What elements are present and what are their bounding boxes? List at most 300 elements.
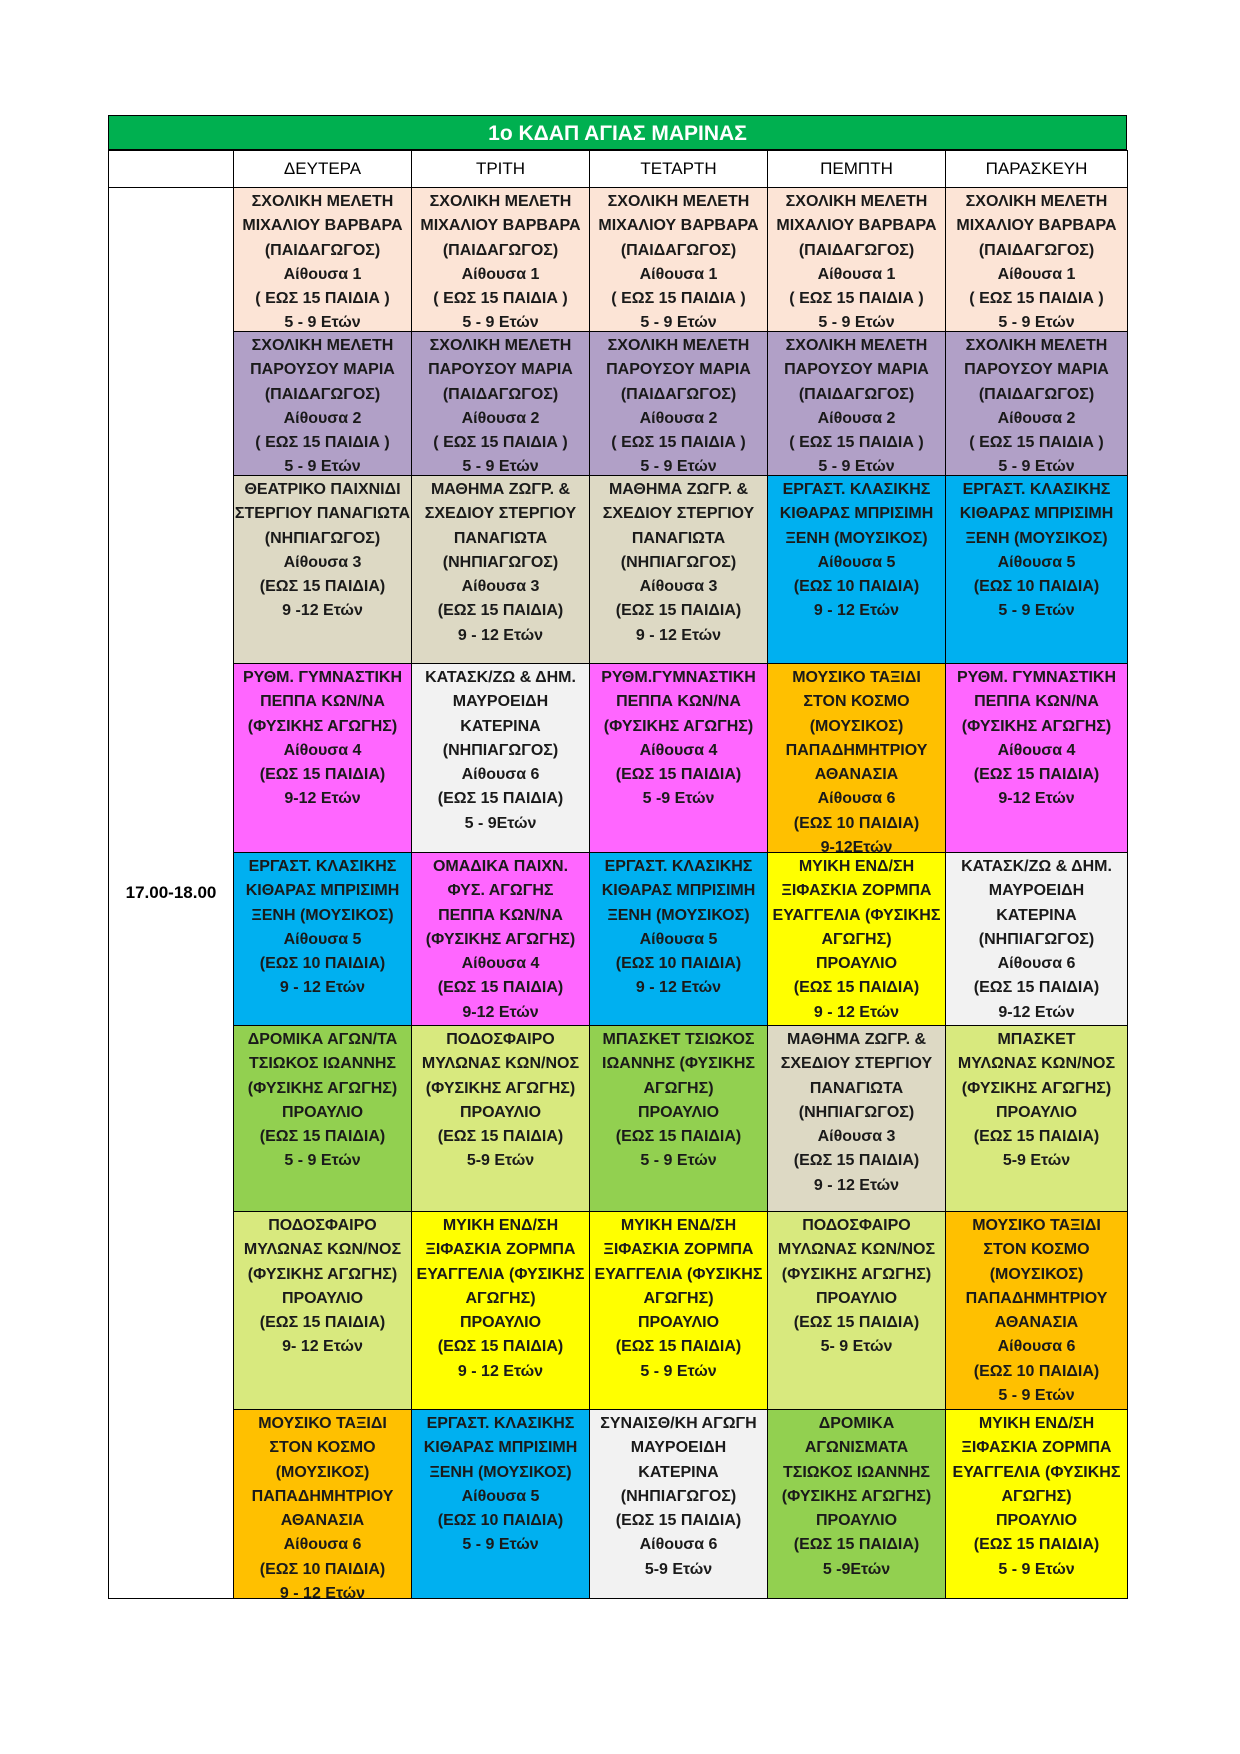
activity-text [946, 1212, 1127, 1409]
activity-line: ΜΟΥΣΙΚΟ ΤΑΞΙΔΙ [258, 1415, 387, 1432]
activity-line: 5 -9 Ετών [642, 790, 715, 808]
activity-line: ΜΙΧΑΛΙΟΥ ΒΑΡΒΑΡΑ [956, 217, 1117, 235]
activity-line: 5 - 9 Ετών [998, 1387, 1075, 1405]
activity-line: ΑΓΩΓΗΣ) [643, 1289, 714, 1307]
activity-line: (ΠΑΙΔΑΓΩΓΟΣ) [978, 241, 1095, 259]
activity-line: Αίθουσα 3 [817, 1128, 896, 1146]
activity-line: ΚΙΘΑΡΑΣ ΜΠΡΙΣΙΜΗ [779, 505, 934, 523]
activity-line: ΣΧΟΛΙΚΗ ΜΕΛΕΤΗ [785, 337, 928, 354]
activity-line: (ΦΥΣΙΚΗΣ ΑΓΩΓΗΣ) [961, 717, 1112, 735]
activity-line: ΕΡΓΑΣΤ. ΚΛΑΣΙΚΗΣ [782, 481, 931, 498]
activity-line: ΠΑΡΟΥΣΟΥ ΜΑΡΙΑ [964, 361, 1109, 379]
activity-line: ΠΕΠΠΑ ΚΩΝ/ΝΑ [260, 693, 385, 711]
activity-line: 5 - 9 Ετών [998, 602, 1075, 620]
activity-line: 9 - 12 Ετών [635, 626, 722, 644]
activity-line: ΞΙΦΑΣΚΙΑ ΖΟΡΜΠΑ [961, 1439, 1112, 1457]
activity-line: Αίθουσα 4 [639, 741, 718, 759]
activity-line: 5 - 9 Ετών [818, 458, 895, 475]
activity-line: ΚΑΤΑΣΚ/ΖΩ & ΔΗΜ. [961, 858, 1112, 875]
activity-line: (ΕΩΣ 15 ΠΑΙΔΙΑ) [259, 766, 386, 784]
activity-line: ΣΧΟΛΙΚΗ ΜΕΛΕΤΗ [607, 193, 750, 210]
activity-text [768, 1026, 945, 1211]
activity-text [590, 188, 767, 331]
header-corner [109, 151, 234, 188]
activity-line: Αίθουσα 4 [283, 741, 362, 759]
activity-line: (ΕΩΣ 15 ΠΑΙΔΙΑ) [437, 1338, 564, 1356]
activity-line: ΔΡΟΜΙΚΑ ΑΓΩΝ/ΤΑ [247, 1031, 398, 1048]
activity-cell [768, 188, 946, 332]
activity-line: ( ΕΩΣ 15 ΠΑΙΔΙΑ ) [255, 290, 390, 308]
activity-line: ΜΙΧΑΛΙΟΥ ΒΑΡΒΑΡΑ [420, 217, 581, 235]
activity-line: ΣΧΕΔΙΟΥ ΣΤΕΡΓΙΟΥ [780, 1055, 933, 1073]
activity-line: Αίθουσα 3 [283, 553, 362, 571]
activity-line: 5 - 9 Ετών [998, 314, 1075, 331]
activity-text [768, 1212, 945, 1409]
activity-line: Αίθουσα 2 [283, 409, 362, 427]
activity-line: 5 - 9 Ετών [640, 314, 717, 331]
activity-text [590, 332, 767, 475]
activity-text [234, 1212, 411, 1409]
activity-line: Αίθουσα 6 [817, 790, 896, 808]
activity-line: ΕΡΓΑΣΤ. ΚΛΑΣΙΚΗΣ [248, 858, 397, 875]
activity-cell [234, 476, 412, 664]
activity-line: 5-9 Ετών [644, 1560, 713, 1578]
activity-line: 5 - 9 Ετών [640, 458, 717, 475]
activity-cell [590, 332, 768, 476]
activity-cell [234, 664, 412, 853]
activity-line: ΕΥΑΓΓΕΛΙΑ (ΦΥΣΙΚΗΣ [772, 906, 941, 924]
activity-line: ( ΕΩΣ 15 ΠΑΙΔΙΑ ) [969, 434, 1104, 452]
activity-line: (ΕΩΣ 10 ΠΑΙΔΙΑ) [615, 955, 742, 973]
activity-line: Αίθουσα 4 [461, 955, 540, 973]
activity-line: (ΕΩΣ 15 ΠΑΙΔΙΑ) [973, 979, 1100, 997]
activity-line: (ΦΥΣΙΚΗΣ ΑΓΩΓΗΣ) [247, 717, 398, 735]
activity-cell [590, 853, 768, 1026]
activity-line: ΠΡΟΑΥΛΙΟ [815, 955, 898, 973]
activity-line: Αίθουσα 4 [997, 741, 1076, 759]
activity-line: (ΕΩΣ 15 ΠΑΙΔΙΑ) [437, 1128, 564, 1146]
activity-line: ΠΟΔΟΣΦΑΙΡΟ [268, 1217, 377, 1234]
activity-text [590, 476, 767, 663]
activity-line: ΦΥΣ. ΑΓΩΓΗΣ [447, 882, 554, 900]
activity-line: 5 - 9Ετών [464, 814, 537, 832]
activity-line: ΚΙΘΑΡΑΣ ΜΠΡΙΣΙΜΗ [601, 882, 756, 900]
schedule-title: 1ο ΚΔΑΠ ΑΓΙΑΣ ΜΑΡΙΝΑΣ [108, 115, 1127, 150]
activity-line: ΣΧΟΛΙΚΗ ΜΕΛΕΤΗ [251, 337, 394, 354]
activity-line: ΠΡΟΑΥΛΙΟ [459, 1103, 542, 1121]
time-slot-label: 17.00-18.00 [109, 188, 234, 1599]
activity-line: 9 - 12 Ετών [813, 602, 900, 620]
activity-line: ΞΙΦΑΣΚΙΑ ΖΟΡΜΠΑ [781, 882, 932, 900]
activity-line: Αίθουσα 6 [461, 766, 540, 784]
activity-line: (ΝΗΠΙΑΓΩΓΟΣ) [978, 930, 1095, 948]
activity-line: (ΠΑΙΔΑΓΩΓΟΣ) [978, 385, 1095, 403]
activity-line: ΕΡΓΑΣΤ. ΚΛΑΣΙΚΗΣ [962, 481, 1111, 498]
activity-cell [590, 1212, 768, 1410]
activity-line: (ΕΩΣ 15 ΠΑΙΔΙΑ) [615, 1512, 742, 1530]
activity-line: ΠΡΟΑΥΛΙΟ [995, 1103, 1078, 1121]
activity-cell [234, 1026, 412, 1212]
activity-cell [768, 664, 946, 853]
activity-line: ΚΙΘΑΡΑΣ ΜΠΡΙΣΙΜΗ [245, 882, 400, 900]
activity-line: ΠΟΔΟΣΦΑΙΡΟ [802, 1217, 911, 1234]
activity-line: ΠΑΡΟΥΣΟΥ ΜΑΡΙΑ [606, 361, 751, 379]
activity-cell [412, 1026, 590, 1212]
day-header-friday: ΠΑΡΑΣΚΕΥΗ [946, 151, 1128, 188]
activity-line: (ΕΩΣ 10 ΠΑΙΔΙΑ) [259, 1560, 386, 1578]
activity-line: ΣΤΟΝ ΚΟΣΜΟ [269, 1439, 376, 1457]
activity-line: ΑΘΑΝΑΣΙΑ [994, 1314, 1079, 1332]
activity-cell [768, 476, 946, 664]
activity-line: 9 - 12 Ετών [813, 1176, 900, 1194]
activity-line: (ΕΩΣ 15 ΠΑΙΔΙΑ) [793, 1536, 920, 1554]
activity-line: ΟΜΑΔΙΚΑ ΠΑΙΧΝ. [432, 858, 569, 875]
activity-cell [946, 664, 1128, 853]
activity-line: ΞΕΝΗ (ΜΟΥΣΙΚΟΣ) [429, 1463, 572, 1481]
activity-line: ΠΑΡΟΥΣΟΥ ΜΑΡΙΑ [784, 361, 929, 379]
activity-line: ΜΑΥΡΟΕΙΔΗ [988, 882, 1085, 900]
activity-cell [412, 188, 590, 332]
activity-line: ΑΘΑΝΑΣΙΑ [814, 766, 899, 784]
schedule-row [109, 188, 1128, 332]
activity-line: ΠΑΡΟΥΣΟΥ ΜΑΡΙΑ [428, 361, 573, 379]
activity-line: ΜΑΘΗΜΑ ΖΩΓΡ. & [430, 481, 571, 498]
activity-line: 9-12Ετών [820, 839, 893, 852]
activity-line: 5 - 9 Ετών [284, 1152, 361, 1170]
activity-line: ΣΧΟΛΙΚΗ ΜΕΛΕΤΗ [429, 193, 572, 210]
activity-cell [590, 188, 768, 332]
activity-cell [412, 664, 590, 853]
activity-line: 5- 9 Ετών [820, 1338, 893, 1356]
activity-line: ΜΥΙΚΗ ΕΝΔ/ΣΗ [620, 1217, 737, 1234]
activity-line: ΤΣΙΩΚΟΣ ΙΩΑΝΝΗΣ [248, 1055, 397, 1073]
day-header-monday: ΔΕΥΤΕΡΑ [234, 151, 412, 188]
activity-line: Αίθουσα 5 [639, 930, 718, 948]
activity-line: (ΦΥΣΙΚΗΣ ΑΓΩΓΗΣ) [961, 1079, 1112, 1097]
activity-cell [590, 1410, 768, 1599]
activity-line: 5 - 9 Ετών [462, 1536, 539, 1554]
activity-line: ΠΡΟΑΥΛΙΟ [637, 1103, 720, 1121]
activity-line: ΠΡΟΑΥΛΙΟ [281, 1289, 364, 1307]
activity-cell [946, 188, 1128, 332]
activity-line: Αίθουσα 5 [461, 1487, 540, 1505]
activity-line: (ΦΥΣΙΚΗΣ ΑΓΩΓΗΣ) [425, 930, 576, 948]
activity-line: 9- 12 Ετών [282, 1338, 363, 1356]
activity-line: 9 -12 Ετών [282, 602, 363, 620]
activity-cell [768, 1410, 946, 1599]
day-header-thursday: ΠΕΜΠΤΗ [768, 151, 946, 188]
activity-line: 5 - 9 Ετών [640, 1362, 717, 1380]
activity-line: ΣΤΟΝ ΚΟΣΜΟ [983, 1241, 1090, 1259]
activity-text [412, 664, 589, 852]
activity-line: ΜΥΛΩΝΑΣ ΚΩΝ/ΝΟΣ [243, 1241, 402, 1259]
activity-line: Αίθουσα 6 [997, 1338, 1076, 1356]
activity-cell [590, 664, 768, 853]
activity-line: ΜΙΧΑΛΙΟΥ ΒΑΡΒΑΡΑ [598, 217, 759, 235]
activity-line: ΕΡΓΑΣΤ. ΚΛΑΣΙΚΗΣ [426, 1415, 575, 1432]
activity-line: (ΠΑΙΔΑΓΩΓΟΣ) [264, 385, 381, 403]
activity-line: ΑΓΩΓΗΣ) [821, 930, 892, 948]
activity-line: Αίθουσα 2 [639, 409, 718, 427]
activity-text [412, 476, 589, 663]
activity-line: 9-12 Ετών [998, 790, 1075, 808]
activity-line: 9 - 12 Ετών [457, 626, 544, 644]
activity-line: (ΕΩΣ 10 ΠΑΙΔΙΑ) [793, 578, 920, 596]
activity-line: ΣΧΟΛΙΚΗ ΜΕΛΕΤΗ [785, 193, 928, 210]
activity-line: 9 - 12 Ετών [457, 1362, 544, 1380]
activity-line: ΜΑΘΗΜΑ ΖΩΓΡ. & [786, 1031, 927, 1048]
activity-cell [946, 332, 1128, 476]
activity-line: ( ΕΩΣ 15 ΠΑΙΔΙΑ ) [789, 434, 924, 452]
activity-line: ΑΓΩΓΗΣ) [1001, 1487, 1072, 1505]
activity-line: ( ΕΩΣ 15 ΠΑΙΔΙΑ ) [611, 290, 746, 308]
activity-line: Αίθουσα 6 [639, 1536, 718, 1554]
activity-line: ΑΓΩΓΗΣ) [465, 1289, 536, 1307]
activity-cell [412, 1410, 590, 1599]
activity-line: (ΕΩΣ 10 ΠΑΙΔΙΑ) [437, 1512, 564, 1530]
activity-line: Αίθουσα 3 [461, 578, 540, 596]
activity-text [412, 1212, 589, 1409]
activity-line: (ΕΩΣ 15 ΠΑΙΔΙΑ) [973, 766, 1100, 784]
activity-text [946, 188, 1127, 331]
activity-text [234, 664, 411, 852]
activity-line: (ΝΗΠΙΑΓΩΓΟΣ) [442, 741, 559, 759]
activity-text [590, 1026, 767, 1211]
activity-line: 5-9 Ετών [466, 1152, 535, 1170]
activity-line: (ΦΥΣΙΚΗΣ ΑΓΩΓΗΣ) [247, 1079, 398, 1097]
activity-line: (ΦΥΣΙΚΗΣ ΑΓΩΓΗΣ) [425, 1079, 576, 1097]
activity-line: (ΝΗΠΙΑΓΩΓΟΣ) [798, 1103, 915, 1121]
activity-cell [412, 332, 590, 476]
activity-text [234, 853, 411, 1025]
activity-line: Αίθουσα 2 [817, 409, 896, 427]
activity-line: ΞΙΦΑΣΚΙΑ ΖΟΡΜΠΑ [425, 1241, 576, 1259]
activity-line: Αίθουσα 5 [817, 553, 896, 571]
activity-line: Αίθουσα 6 [283, 1536, 362, 1554]
activity-line: ΚΑΤΕΡΙΝΑ [460, 717, 541, 735]
activity-line: ΜΟΥΣΙΚΟ ΤΑΞΙΔΙ [792, 669, 921, 686]
activity-line: (ΕΩΣ 15 ΠΑΙΔΙΑ) [615, 1128, 742, 1146]
activity-line: (ΜΟΥΣΙΚΟΣ) [809, 717, 904, 735]
activity-line: Αίθουσα 2 [461, 409, 540, 427]
activity-cell [234, 188, 412, 332]
activity-line: 5 -9Ετών [822, 1560, 891, 1578]
day-header-wednesday: ΤΕΤΑΡΤΗ [590, 151, 768, 188]
activity-line: ΜΥΛΩΝΑΣ ΚΩΝ/ΝΟΣ [421, 1055, 580, 1073]
activity-line: 5 - 9 Ετών [998, 1560, 1075, 1578]
activity-line: 5 - 9 Ετών [462, 458, 539, 475]
activity-line: ΕΥΑΓΓΕΛΙΑ (ΦΥΣΙΚΗΣ [952, 1463, 1121, 1481]
activity-line: 9-12 Ετών [284, 790, 361, 808]
activity-line: ΠΡΟΑΥΛΙΟ [815, 1512, 898, 1530]
activity-line: ΜΥΙΚΗ ΕΝΔ/ΣΗ [798, 858, 915, 875]
activity-line: ΞΙΦΑΣΚΙΑ ΖΟΡΜΠΑ [603, 1241, 754, 1259]
activity-line: ΜΑΘΗΜΑ ΖΩΓΡ. & [608, 481, 749, 498]
activity-cell [946, 476, 1128, 664]
activity-line: ΙΩΑΝΝΗΣ (ΦΥΣΙΚΗΣ [602, 1055, 755, 1073]
activity-line: ΜΥΛΩΝΑΣ ΚΩΝ/ΝΟΣ [957, 1055, 1116, 1073]
activity-line: (ΠΑΙΔΑΓΩΓΟΣ) [620, 241, 737, 259]
activity-line: ΜΙΧΑΛΙΟΥ ΒΑΡΒΑΡΑ [242, 217, 403, 235]
activity-text [412, 1026, 589, 1211]
activity-line: Αίθουσα 1 [639, 265, 718, 283]
activity-line: ΚΑΤΑΣΚ/ΖΩ & ΔΗΜ. [425, 669, 576, 686]
activity-line: ΣΤΟΝ ΚΟΣΜΟ [803, 693, 910, 711]
activity-line: ΣΧΟΛΙΚΗ ΜΕΛΕΤΗ [607, 337, 750, 354]
schedule-body [109, 188, 1128, 1599]
activity-line: (ΠΑΙΔΑΓΩΓΟΣ) [798, 385, 915, 403]
activity-line: (ΠΑΙΔΑΓΩΓΟΣ) [442, 385, 559, 403]
activity-text [946, 664, 1127, 852]
activity-line: (ΕΩΣ 15 ΠΑΙΔΙΑ) [793, 1314, 920, 1332]
activity-cell [768, 332, 946, 476]
activity-line: Αίθουσα 5 [997, 553, 1076, 571]
activity-text [412, 853, 589, 1025]
activity-line: 9 - 12 Ετών [635, 979, 722, 997]
activity-cell [946, 1212, 1128, 1410]
activity-line: ΕΡΓΑΣΤ. ΚΛΑΣΙΚΗΣ [604, 858, 753, 875]
activity-line: ( ΕΩΣ 15 ΠΑΙΔΙΑ ) [611, 434, 746, 452]
activity-line: ΠΡΟΑΥΛΙΟ [637, 1314, 720, 1332]
activity-line: (ΠΑΙΔΑΓΩΓΟΣ) [798, 241, 915, 259]
activity-line: ΑΓΩΓΗΣ) [643, 1079, 714, 1097]
activity-line: 9-12 Ετών [998, 1003, 1075, 1021]
activity-line: ΑΓΩΝΙΣΜΑΤΑ [804, 1439, 909, 1457]
activity-line: 9 - 12 Ετών [813, 1003, 900, 1021]
activity-cell [768, 1212, 946, 1410]
activity-cell [412, 1212, 590, 1410]
activity-text [768, 188, 945, 331]
activity-cell [234, 1410, 412, 1599]
activity-line: (ΕΩΣ 15 ΠΑΙΔΙΑ) [437, 979, 564, 997]
activity-line: (ΦΥΣΙΚΗΣ ΑΓΩΓΗΣ) [603, 717, 754, 735]
activity-line: ΡΥΘΜ.ΓΥΜΝΑΣΤΙΚΗ [601, 669, 756, 686]
activity-line: Αίθουσα 2 [997, 409, 1076, 427]
activity-line: ΠΑΝΑΓΙΩΤΑ [809, 1079, 904, 1097]
activity-line: 9 - 12 Ετών [279, 979, 366, 997]
activity-line: ΚΙΘΑΡΑΣ ΜΠΡΙΣΙΜΗ [959, 505, 1114, 523]
activity-line: (ΕΩΣ 15 ΠΑΙΔΙΑ) [259, 1314, 386, 1332]
activity-cell [412, 476, 590, 664]
activity-line: ΜΠΑΣΚΕΤ ΤΣΙΩΚΟΣ [602, 1031, 755, 1048]
day-header-tuesday: ΤΡΙΤΗ [412, 151, 590, 188]
activity-line: (ΠΑΙΔΑΓΩΓΟΣ) [620, 385, 737, 403]
activity-cell [412, 853, 590, 1026]
activity-line: (ΠΑΙΔΑΓΩΓΟΣ) [264, 241, 381, 259]
activity-line: (ΕΩΣ 15 ΠΑΙΔΙΑ) [973, 1536, 1100, 1554]
activity-line: (ΕΩΣ 15 ΠΑΙΔΙΑ) [259, 1128, 386, 1146]
schedule-row [109, 853, 1128, 1026]
activity-line: (ΕΩΣ 15 ΠΑΙΔΙΑ) [615, 1338, 742, 1356]
activity-text [946, 853, 1127, 1025]
activity-cell [946, 1410, 1128, 1599]
activity-line: ΞΕΝΗ (ΜΟΥΣΙΚΟΣ) [607, 906, 750, 924]
activity-text [590, 664, 767, 852]
activity-text [234, 188, 411, 331]
activity-line: 5 - 9 Ετών [640, 1152, 717, 1170]
activity-line: ΠΕΠΠΑ ΚΩΝ/ΝΑ [438, 906, 563, 924]
activity-text [946, 1410, 1127, 1598]
activity-line: 5 - 9 Ετών [462, 314, 539, 331]
activity-text [946, 1026, 1127, 1211]
activity-line: ΚΑΤΕΡΙΝΑ [996, 906, 1077, 924]
activity-text [412, 332, 589, 475]
activity-line: ΘΕΑΤΡΙΚΟ ΠΑΙΧΝΙΔΙ [244, 481, 401, 498]
activity-line: (ΝΗΠΙΑΓΩΓΟΣ) [442, 553, 559, 571]
activity-line: ΠΑΡΟΥΣΟΥ ΜΑΡΙΑ [250, 361, 395, 379]
activity-text [590, 853, 767, 1025]
activity-line: (ΜΟΥΣΙΚΟΣ) [275, 1463, 370, 1481]
activity-line: ΞΕΝΗ (ΜΟΥΣΙΚΟΣ) [965, 529, 1108, 547]
activity-line: ΣΧΟΛΙΚΗ ΜΕΛΕΤΗ [429, 337, 572, 354]
activity-line: ( ΕΩΣ 15 ΠΑΙΔΙΑ ) [255, 434, 390, 452]
activity-line: ΠΕΠΠΑ ΚΩΝ/ΝΑ [616, 693, 741, 711]
activity-line: ΠΡΟΑΥΛΙΟ [815, 1289, 898, 1307]
activity-line: ΜΥΛΩΝΑΣ ΚΩΝ/ΝΟΣ [777, 1241, 936, 1259]
activity-text [768, 853, 945, 1025]
activity-line: Αίθουσα 1 [817, 265, 896, 283]
activity-line: ΠΡΟΑΥΛΙΟ [281, 1103, 364, 1121]
activity-line: ΣΤΕΡΓΙΟΥ ΠΑΝΑΓΙΩΤΑ [234, 505, 411, 523]
activity-text [590, 1212, 767, 1409]
schedule-table [108, 150, 1128, 1599]
activity-cell [768, 1026, 946, 1212]
activity-line: (ΕΩΣ 15 ΠΑΙΔΙΑ) [793, 1152, 920, 1170]
activity-line: ΠΑΠΑΔΗΜΗΤΡΙΟΥ [965, 1289, 1108, 1307]
activity-line: ΜΥΙΚΗ ΕΝΔ/ΣΗ [978, 1415, 1095, 1432]
activity-line: (ΠΑΙΔΑΓΩΓΟΣ) [442, 241, 559, 259]
activity-line: ΚΙΘΑΡΑΣ ΜΠΡΙΣΙΜΗ [423, 1439, 578, 1457]
activity-line: ΠΑΝΑΓΙΩΤΑ [453, 529, 548, 547]
schedule-row [109, 1212, 1128, 1410]
activity-line: ΣΥΝΑΙΣΘ/ΚΗ ΑΓΩΓΗ [600, 1415, 757, 1432]
activity-line: ΕΥΑΓΓΕΛΙΑ (ΦΥΣΙΚΗΣ [416, 1265, 585, 1283]
activity-line: 9-12 Ετών [462, 1003, 539, 1021]
activity-line: 5 - 9 Ετών [998, 458, 1075, 475]
activity-cell [590, 476, 768, 664]
activity-line: (ΕΩΣ 15 ΠΑΙΔΙΑ) [259, 578, 386, 596]
schedule-row [109, 1026, 1128, 1212]
activity-line: ΠΟΔΟΣΦΑΙΡΟ [446, 1031, 555, 1048]
activity-line: ΑΘΑΝΑΣΙΑ [280, 1512, 365, 1530]
activity-line: ΕΥΑΓΓΕΛΙΑ (ΦΥΣΙΚΗΣ [594, 1265, 763, 1283]
activity-line: Αίθουσα 1 [283, 265, 362, 283]
activity-line: ΜΙΧΑΛΙΟΥ ΒΑΡΒΑΡΑ [776, 217, 937, 235]
activity-text [946, 476, 1127, 663]
activity-line: (ΕΩΣ 15 ΠΑΙΔΙΑ) [437, 602, 564, 620]
activity-text [946, 332, 1127, 475]
activity-line: ( ΕΩΣ 15 ΠΑΙΔΙΑ ) [789, 290, 924, 308]
activity-cell [946, 853, 1128, 1026]
activity-cell [234, 853, 412, 1026]
activity-line: 5-9 Ετών [1002, 1152, 1071, 1170]
activity-line: ΠΕΠΠΑ ΚΩΝ/ΝΑ [974, 693, 1099, 711]
activity-line: (ΦΥΣΙΚΗΣ ΑΓΩΓΗΣ) [781, 1265, 932, 1283]
activity-text [412, 1410, 589, 1598]
activity-line: ΠΑΠΑΔΗΜΗΤΡΙΟΥ [785, 741, 928, 759]
activity-line: ( ΕΩΣ 15 ΠΑΙΔΙΑ ) [433, 290, 568, 308]
activity-line: ΣΧΟΛΙΚΗ ΜΕΛΕΤΗ [965, 337, 1108, 354]
activity-line: (ΕΩΣ 10 ΠΑΙΔΙΑ) [259, 955, 386, 973]
activity-line: ΣΧΟΛΙΚΗ ΜΕΛΕΤΗ [965, 193, 1108, 210]
activity-line: (ΕΩΣ 15 ΠΑΙΔΙΑ) [615, 602, 742, 620]
activity-text [234, 476, 411, 663]
activity-line: 5 - 9 Ετών [284, 314, 361, 331]
activity-line: ΣΧΟΛΙΚΗ ΜΕΛΕΤΗ [251, 193, 394, 210]
activity-line: 5 - 9 Ετών [818, 314, 895, 331]
activity-line: ΜΟΥΣΙΚΟ ΤΑΞΙΔΙ [972, 1217, 1101, 1234]
activity-line: Αίθουσα 1 [461, 265, 540, 283]
